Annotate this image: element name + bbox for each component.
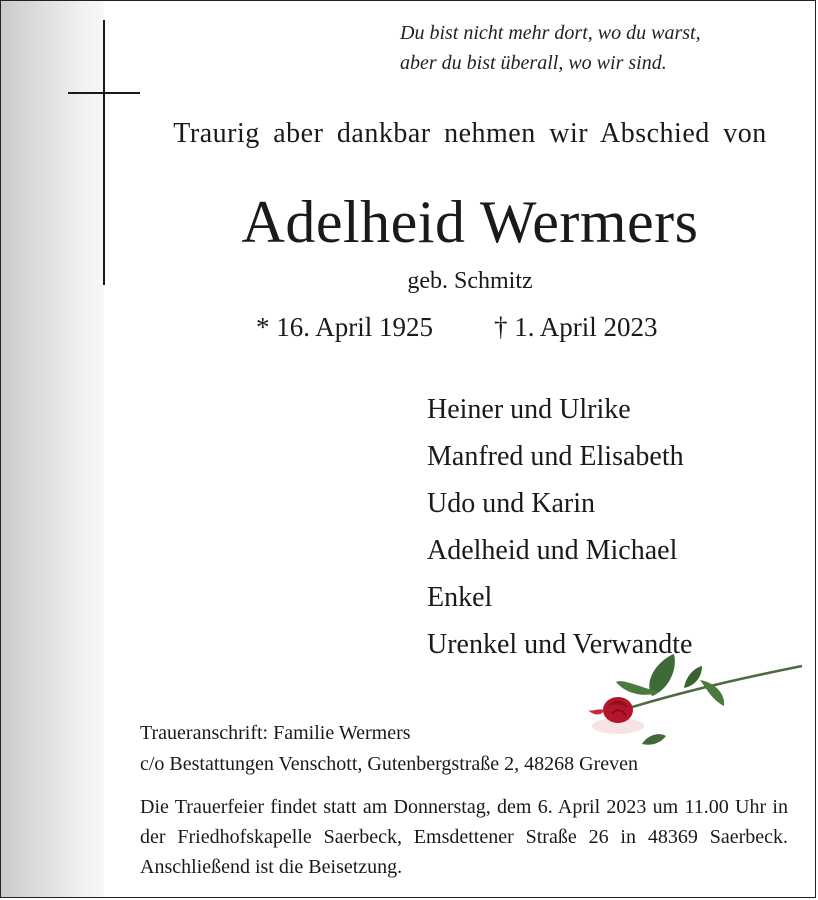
deceased-name: Adelheid Wermers: [241, 189, 699, 255]
mourner-item: Urenkel und Verwandte: [427, 629, 693, 660]
ceremony-info: Die Trauerfeier findet statt am Donnerstag, dem 6. April 2023 um 11.00 Uhr in der Friedhofskapelle Saerbeck, Emsdettener Straße 26 in 48369 Saerbeck. Anschließend ist die Beisetzung.: [140, 796, 788, 878]
quote-line-1: Du bist nicht mehr dort, wo du warst,: [400, 22, 701, 44]
mourner-item: Udo und Karin: [427, 488, 595, 519]
gradient-sidebar: [1, 1, 104, 897]
cross-vertical-bar: [103, 20, 105, 285]
cross-horizontal-bar: [68, 92, 140, 94]
birth-date: * 16. April 1925: [256, 312, 434, 342]
intro-text: Traurig aber dankbar nehmen wir Abschied von: [173, 118, 767, 149]
maiden-name: geb. Schmitz: [407, 268, 533, 294]
quote-line-2: aber du bist überall, wo wir sind.: [400, 52, 667, 74]
memorial-quote: [400, 18, 800, 78]
mourner-item: Enkel: [427, 582, 493, 613]
mourning-address: [140, 718, 800, 780]
death-date: † 1. April 2023: [494, 312, 658, 342]
mourner-item: Manfred und Elisabeth: [427, 441, 684, 472]
mourners-list: [427, 386, 692, 668]
mourner-item: Adelheid und Michael: [427, 535, 678, 566]
mourner-item: Heiner und Ulrike: [427, 394, 631, 425]
address-line-2: c/o Bestattungen Venschott, Gutenbergstraße 2, 48268 Greven: [140, 753, 639, 775]
address-line-1: Traueranschrift: Familie Wermers: [140, 722, 411, 744]
